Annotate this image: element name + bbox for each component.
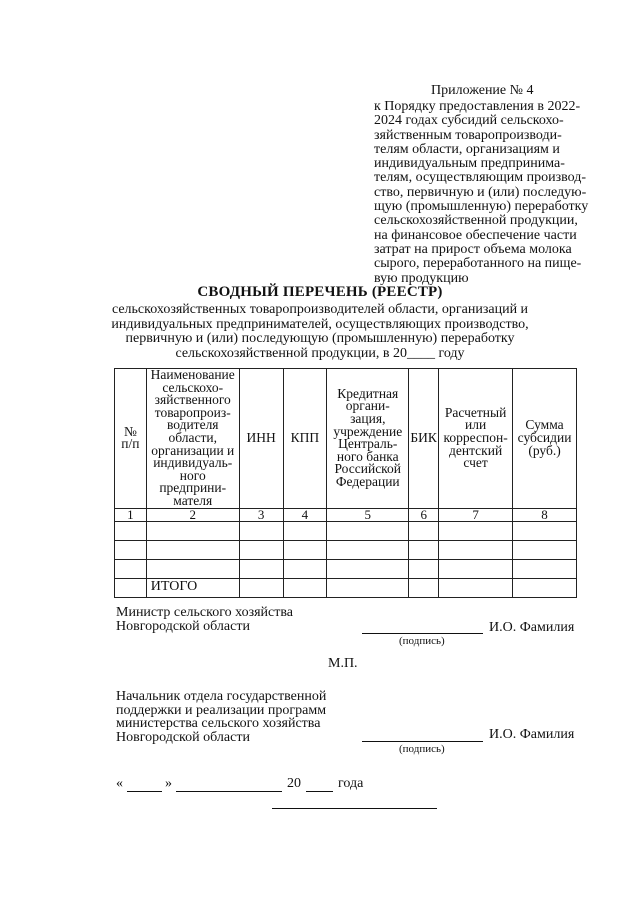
appendix-line: вую продукцию bbox=[374, 270, 469, 286]
appendix-line: телям области, организациям и bbox=[374, 141, 560, 157]
total-label: ИТОГО bbox=[146, 578, 239, 597]
appendix-line: индивидуальным предпринима- bbox=[374, 156, 565, 172]
header-cell-account: Расчетный или корреспон- дентский счет bbox=[439, 369, 513, 509]
appendix-line: к Порядку предоставления в 2022- bbox=[374, 99, 581, 114]
table-row bbox=[115, 559, 577, 578]
table-cell[interactable] bbox=[115, 559, 147, 578]
table-cell[interactable] bbox=[327, 540, 409, 559]
table-row bbox=[115, 521, 577, 540]
header-cell-bik: БИК bbox=[409, 369, 439, 509]
header-cell-number: № п/п bbox=[115, 369, 147, 509]
table-cell[interactable] bbox=[513, 521, 577, 540]
position-line: министерства сельского хозяйства bbox=[116, 716, 321, 731]
table-cell[interactable] bbox=[239, 540, 283, 559]
signature-line[interactable] bbox=[362, 741, 483, 742]
table-cell bbox=[115, 578, 147, 597]
position-line: Новгородской области bbox=[116, 618, 250, 634]
appendix-line: ство, первичную и (или) последую- bbox=[374, 184, 587, 200]
date-year-word: года bbox=[338, 776, 364, 791]
table-cell[interactable] bbox=[239, 521, 283, 540]
signature-line[interactable] bbox=[362, 633, 483, 634]
table-cell[interactable] bbox=[239, 559, 283, 578]
date-year-field[interactable] bbox=[306, 791, 333, 792]
table-cell[interactable] bbox=[409, 540, 439, 559]
table-cell[interactable] bbox=[146, 559, 239, 578]
appendix-line: щую (промышленную) переработку bbox=[374, 199, 589, 215]
table-cell[interactable] bbox=[283, 578, 327, 597]
table-cell[interactable] bbox=[146, 540, 239, 559]
document-subtitle bbox=[0, 303, 640, 361]
table-cell[interactable] bbox=[146, 521, 239, 540]
table-cell[interactable] bbox=[327, 559, 409, 578]
position-line: Начальник отдела государственной bbox=[116, 689, 327, 704]
table-cell[interactable] bbox=[513, 559, 577, 578]
table-cell[interactable] bbox=[115, 521, 147, 540]
date-month-field[interactable] bbox=[176, 791, 282, 792]
table-cell[interactable] bbox=[327, 578, 409, 597]
total-row bbox=[115, 578, 577, 597]
table-cell[interactable] bbox=[409, 578, 439, 597]
appendix-line: сельскохозяйственной продукции, bbox=[374, 213, 578, 229]
header-cell-inn: ИНН bbox=[239, 369, 283, 509]
appendix-line: на финансовое обеспечение части bbox=[374, 227, 577, 243]
signature-caption: (подпись) bbox=[399, 635, 445, 647]
position-line: Новгородской области bbox=[116, 729, 250, 745]
column-number: 1 bbox=[115, 508, 147, 521]
appendix-line: телям, осуществляющим производ- bbox=[374, 170, 587, 186]
column-number: 7 bbox=[439, 508, 513, 521]
appendix-text bbox=[374, 100, 596, 286]
table-header-row bbox=[115, 369, 577, 509]
table-cell[interactable] bbox=[283, 521, 327, 540]
registry-table bbox=[114, 368, 577, 598]
date-century: 20 bbox=[287, 776, 301, 791]
position-line: поддержки и реализации программ bbox=[116, 702, 327, 718]
minister-position bbox=[116, 606, 293, 633]
position-line: Министр сельского хозяйства bbox=[116, 605, 293, 620]
table-cell[interactable] bbox=[327, 521, 409, 540]
table-cell[interactable] bbox=[115, 540, 147, 559]
head-name: И.О. Фамилия bbox=[489, 727, 575, 742]
footer-separator bbox=[272, 808, 437, 809]
table-cell[interactable] bbox=[239, 578, 283, 597]
appendix-line: зяйственным товаропроизводи- bbox=[374, 127, 562, 143]
stamp-label: М.П. bbox=[328, 656, 358, 671]
header-cell-bank: Кредитная органи- зация, учреждение Централь- ного банка Российской Федерации bbox=[327, 369, 409, 509]
table-cell[interactable] bbox=[439, 578, 513, 597]
table-cell[interactable] bbox=[439, 540, 513, 559]
table-cell[interactable] bbox=[513, 540, 577, 559]
minister-name: И.О. Фамилия bbox=[489, 620, 575, 635]
column-number: 2 bbox=[146, 508, 239, 521]
table-row bbox=[115, 540, 577, 559]
subtitle-line: первичную и (или) последующую (промышленную) переработку bbox=[125, 331, 515, 346]
column-number: 4 bbox=[283, 508, 327, 521]
subtitle-line: индивидуальных предпринимателей, осуществляющих производство, bbox=[111, 316, 529, 332]
header-cell-kpp: КПП bbox=[283, 369, 327, 509]
appendix-title: Приложение № 4 bbox=[431, 83, 534, 98]
appendix-line: затрат на прирост объема молока bbox=[374, 241, 572, 257]
date-day-field[interactable] bbox=[127, 791, 162, 792]
table-cell[interactable] bbox=[409, 559, 439, 578]
table-cell[interactable] bbox=[439, 559, 513, 578]
document-title: СВОДНЫЙ ПЕРЕЧЕНЬ (РЕЕСТР) bbox=[197, 284, 443, 300]
appendix-line: 2024 годах субсидий сельскохо- bbox=[374, 113, 564, 129]
column-number: 5 bbox=[327, 508, 409, 521]
date-open-quote: « bbox=[116, 776, 123, 791]
column-number: 3 bbox=[239, 508, 283, 521]
date-close-quote: » bbox=[165, 776, 172, 791]
table-cell[interactable] bbox=[409, 521, 439, 540]
subtitle-line: сельскохозяйственной продукции, в 20____ году bbox=[175, 345, 465, 361]
column-number: 6 bbox=[409, 508, 439, 521]
signature-caption: (подпись) bbox=[399, 743, 445, 755]
column-number: 8 bbox=[513, 508, 577, 521]
table-cell[interactable] bbox=[513, 578, 577, 597]
column-number-row bbox=[115, 508, 577, 521]
header-cell-name: Наименование сельскохо- зяйственного товаропроиз- водителя области, организации и индивидуаль- ного предприни- мателя bbox=[146, 369, 239, 509]
table-cell[interactable] bbox=[439, 521, 513, 540]
appendix-line: сырого, переработанного на пище- bbox=[374, 256, 582, 272]
subtitle-line: сельскохозяйственных товаропроизводителей области, организаций и bbox=[111, 302, 529, 317]
table-cell[interactable] bbox=[283, 540, 327, 559]
header-cell-subsidy: Сумма субсидии (руб.) bbox=[513, 369, 577, 509]
head-position bbox=[116, 690, 326, 744]
table-cell[interactable] bbox=[283, 559, 327, 578]
